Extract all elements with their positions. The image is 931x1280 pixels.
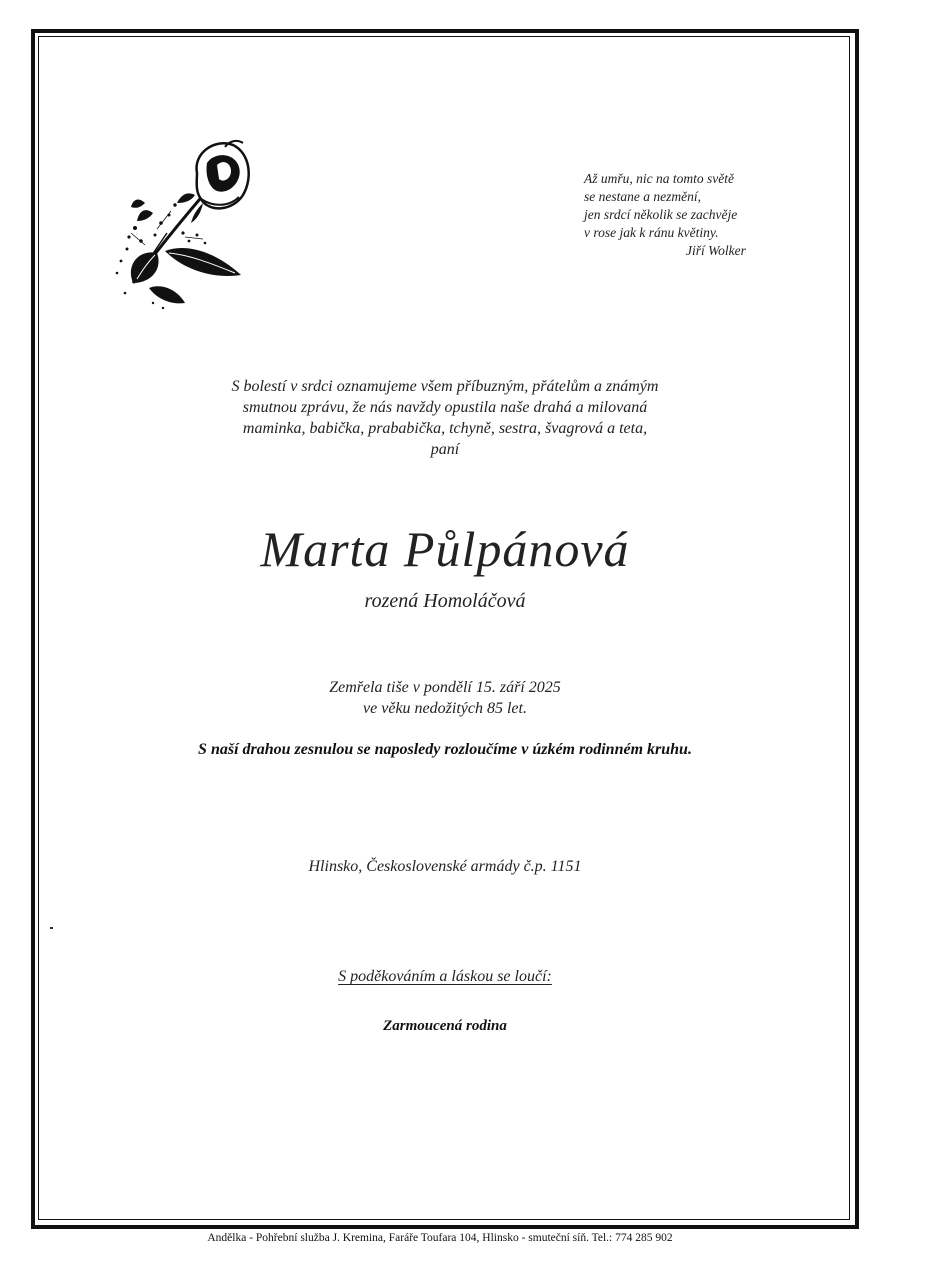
thanks-text: S poděkováním a láskou se loučí: — [338, 968, 552, 985]
poem-author: Jiří Wolker — [686, 243, 746, 258]
poem-line: jen srdcí několik se zachvěje — [584, 207, 738, 222]
deceased-name: Marta Půlpánová — [260, 521, 630, 577]
intro-line: smutnou zprávu, že nás navždy opustila naše drahá a milovaná — [242, 399, 648, 416]
intro-line: paní — [430, 441, 460, 458]
poem-line: se nestane a nezmění, — [584, 189, 701, 204]
maiden-name: rozená Homoláčová — [364, 590, 526, 612]
funeral-service-footer: Andělka - Pohřební služba J. Kremina, Faráře Toufara 104, Hlinsko - smuteční síň. Tel.: 774 285 902 — [207, 1232, 673, 1244]
poem-line: Až umřu, nic na tomto světě — [584, 171, 734, 186]
poem-line: v rose jak k ránu květiny. — [584, 225, 719, 240]
intro-line: maminka, babička, prababička, tchyně, sestra, švagrová a teta, — [242, 420, 648, 437]
poem-quote — [584, 170, 784, 260]
rose-illustration-icon — [105, 133, 250, 313]
farewell-note: S naší drahou zesnulou se naposledy rozloučíme v úzkém rodinném kruhu. — [198, 741, 692, 758]
address: Hlinsko, Československé armády č.p. 1151 — [308, 858, 582, 875]
announcement-intro — [140, 376, 750, 460]
intro-line: S bolestí v srdci oznamujeme všem příbuzným, přátelům a známým — [231, 378, 659, 395]
family-signature: Zarmoucená rodina — [383, 1018, 507, 1034]
death-date-line: Zemřela tiše v pondělí 15. září 2025 — [329, 679, 561, 696]
death-info — [140, 677, 750, 719]
scan-speck — [50, 927, 53, 929]
thanks-heading — [140, 966, 750, 988]
death-age-line: ve věku nedožitých 85 let. — [363, 700, 527, 717]
